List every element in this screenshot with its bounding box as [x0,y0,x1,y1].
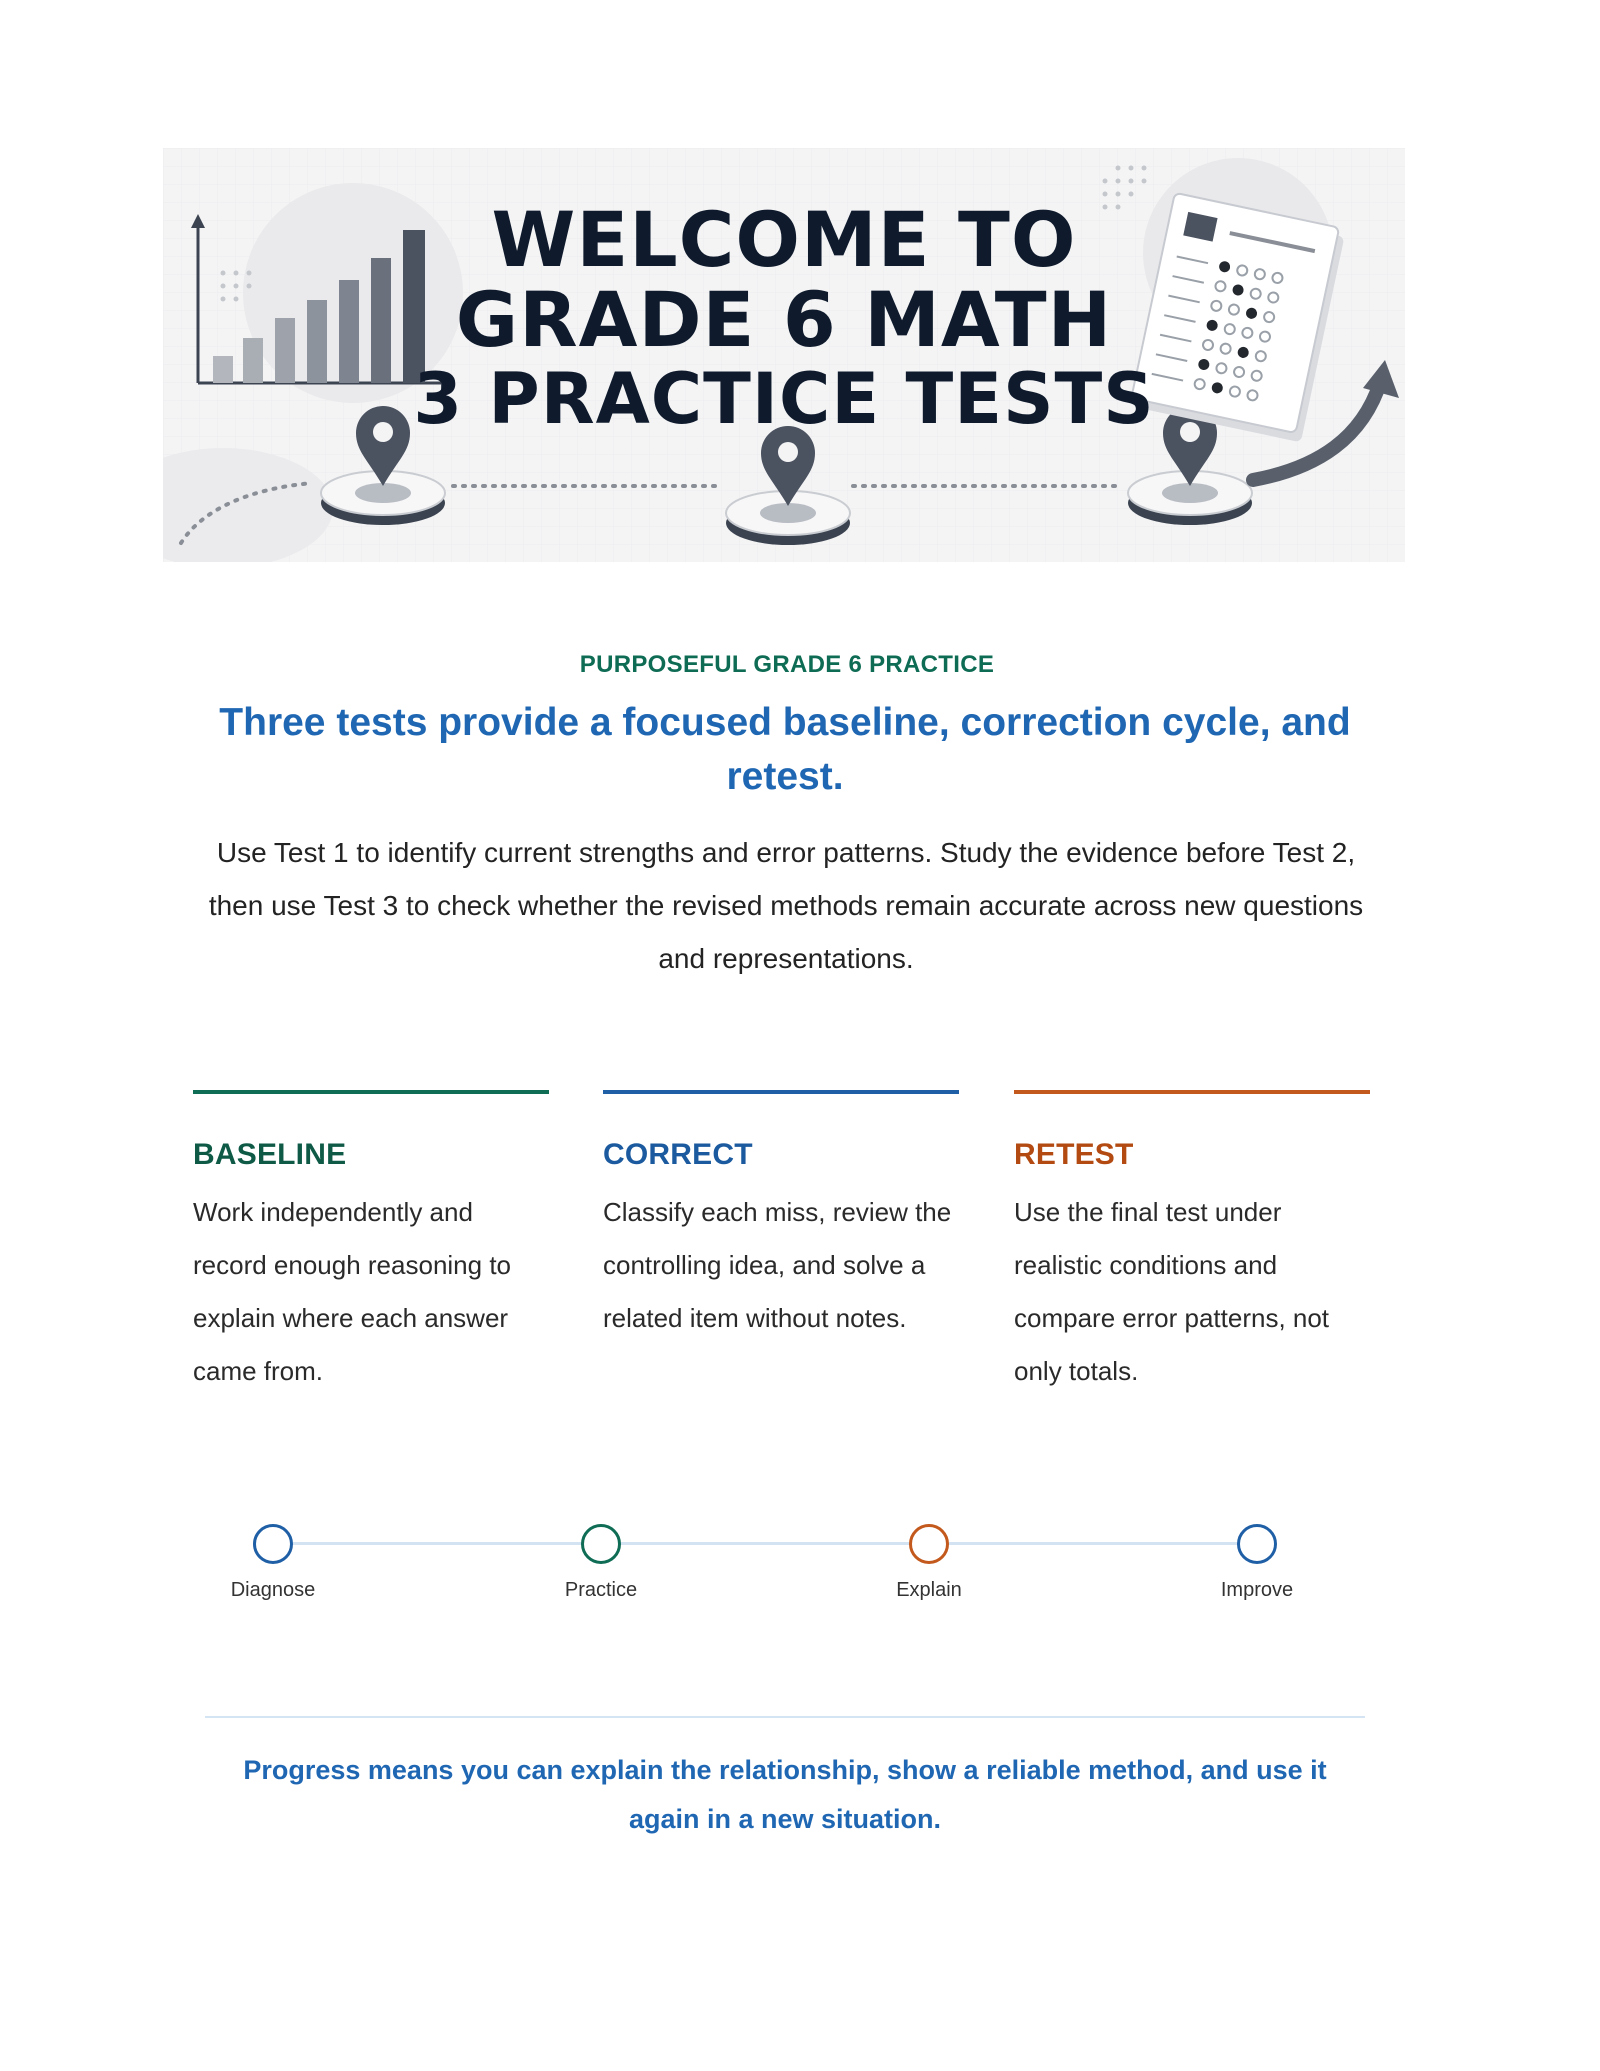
retest-card [1014,1090,1370,1398]
card-text: Classify each miss, review the controlling idea, and solve a related item without notes. [603,1197,952,1333]
banner-title-line-2: GRADE 6 MATH [455,275,1113,364]
baseline-card [193,1090,549,1398]
card-title: RETEST [1014,1138,1134,1171]
card-title: CORRECT [603,1138,753,1171]
intro-paragraph: Use Test 1 to identify current strengths and error patterns. Study the evidence before Test 2, then use Test 3 to check whether the revised methods remain accurate across new questions and representations. [208,837,1364,974]
timeline-track [273,1542,1257,1545]
step-circle-icon [1237,1524,1277,1564]
banner-title-line-3: 3 PRACTICE TESTS [413,358,1155,440]
accent-rule [1014,1090,1370,1094]
correct-card [603,1090,959,1345]
banner-title [163,195,1405,440]
banner-title-line-1: WELCOME TO [491,195,1077,284]
section-eyebrow: PURPOSEFUL GRADE 6 PRACTICE [579,651,995,678]
closing-statement: Progress means you can explain the relationship, show a reliable method, and use it again in a new situation. [243,1755,1327,1834]
card-text: Use the final test under realistic conditions and compare error patterns, not only totals. [1014,1197,1330,1386]
step-practice [501,1520,701,1602]
step-circle-icon [581,1524,621,1564]
step-label: Explain [896,1579,962,1601]
step-improve [1157,1520,1357,1602]
card-title: BASELINE [193,1138,347,1171]
card-text: Work independently and record enough reasoning to explain where each answer came from. [193,1197,512,1386]
step-label: Diagnose [230,1579,316,1601]
section-divider [205,1716,1365,1718]
step-circle-icon [253,1524,293,1564]
step-circle-icon [909,1524,949,1564]
process-timeline [0,1520,1600,1620]
hero-banner [163,148,1405,562]
step-explain [829,1520,1029,1602]
accent-rule [603,1090,959,1094]
accent-rule [193,1090,549,1094]
page-headline: Three tests provide a focused baseline, correction cycle, and retest. [219,701,1351,798]
step-label: Improve [1220,1579,1294,1601]
step-diagnose [173,1520,373,1602]
step-label: Practice [564,1579,638,1601]
